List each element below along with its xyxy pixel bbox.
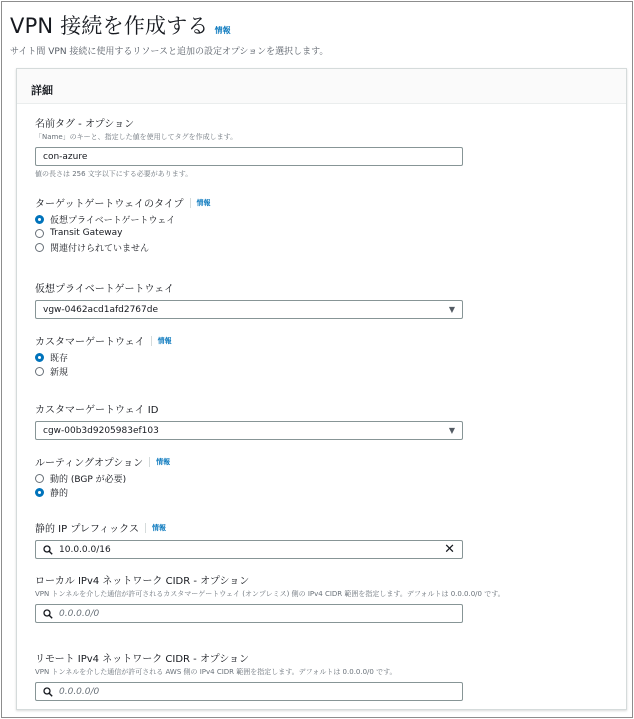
local-cidr-field — [35, 572, 605, 623]
search-icon — [43, 687, 53, 697]
radio-button-checked[interactable] — [35, 215, 44, 224]
routing-options-info-link[interactable]: 情報 — [156, 457, 171, 466]
clear-icon[interactable]: ✕ — [444, 542, 455, 557]
target-gateway-type-info-link[interactable]: 情報 — [196, 198, 211, 207]
remote-cidr-field — [35, 650, 463, 701]
radio-label: Transit Gateway — [50, 228, 123, 238]
name-tag-hint: 値の長さは 256 文字以下にする必要があります。 — [35, 170, 193, 178]
details-header — [17, 69, 626, 104]
local-cidr-description: VPN トンネルを介した通信が許可されるカスタマーゲートウェイ (オンプレミス) 側の IPv4 CIDR 範囲を指定します。デフォルトは 0.0.0.0/0 です。 — [35, 590, 505, 598]
static-ip-prefixes-field — [35, 520, 463, 559]
page-description: サイト間 VPN 接続に使用するリソースと追加の設定オプションを選択します。 — [10, 47, 329, 57]
radio-option-not-associated[interactable] — [35, 242, 211, 252]
radio-option-virtual-private-gateway[interactable] — [35, 214, 211, 224]
page-header — [10, 10, 328, 57]
search-icon — [43, 545, 53, 555]
virtual-private-gateway-select[interactable] — [35, 300, 463, 319]
radio-button-checked[interactable] — [35, 488, 44, 497]
radio-option-transit-gateway[interactable] — [35, 228, 211, 238]
label-divider — [190, 198, 191, 208]
remote-cidr-description: VPN トンネルを介した通信が許可される AWS 側の IPv4 CIDR 範囲を指定します。デフォルトは 0.0.0.0/0 です。 — [35, 668, 397, 676]
virtual-private-gateway-value: vgw-0462acd1afd2767de — [43, 304, 159, 315]
customer-gateway-id-label: カスタマーゲートウェイ ID — [35, 405, 159, 416]
radio-label: 動的 (BGP が必要) — [50, 474, 127, 485]
routing-options-label: ルーティングオプション — [35, 458, 144, 469]
static-ip-prefixes-input[interactable] — [35, 540, 463, 559]
customer-gateway-id-select[interactable] — [35, 421, 463, 440]
label-divider — [151, 336, 152, 346]
page-title: VPN 接続を作成する — [10, 14, 209, 38]
details-title: 詳細 — [31, 84, 53, 97]
static-ip-prefixes-value: 10.0.0.0/16 — [59, 544, 111, 555]
target-gateway-type-field — [35, 195, 211, 252]
remote-cidr-input[interactable] — [35, 682, 463, 701]
remote-cidr-label: リモート IPv4 ネットワーク CIDR - オプション — [35, 654, 250, 665]
remote-cidr-placeholder: 0.0.0.0/0 — [59, 686, 100, 697]
radio-option-existing[interactable] — [35, 352, 172, 362]
radio-button[interactable] — [35, 367, 44, 376]
radio-label: 仮想プライベートゲートウェイ — [50, 215, 176, 226]
local-cidr-input[interactable] — [35, 604, 463, 623]
radio-option-new[interactable] — [35, 366, 172, 376]
customer-gateway-id-field — [35, 401, 463, 440]
customer-gateway-label: カスタマーゲートウェイ — [35, 337, 145, 348]
local-cidr-placeholder: 0.0.0.0/0 — [59, 608, 100, 619]
caret-down-icon: ▼ — [448, 426, 455, 435]
label-divider — [145, 523, 146, 533]
customer-gateway-field — [35, 333, 172, 376]
page-frame — [1, 1, 633, 718]
target-gateway-type-label: ターゲットゲートウェイのタイプ — [35, 199, 184, 210]
customer-gateway-info-link[interactable]: 情報 — [157, 336, 172, 345]
name-tag-description: 「Name」のキーと、指定した値を使用してタグを作成します。 — [35, 133, 238, 141]
static-ip-prefixes-info-link[interactable]: 情報 — [152, 523, 167, 532]
name-tag-field — [35, 115, 463, 179]
name-tag-input[interactable] — [35, 147, 463, 166]
details-container — [16, 68, 627, 710]
radio-button[interactable] — [35, 243, 44, 252]
caret-down-icon: ▼ — [448, 305, 455, 314]
radio-label: 既存 — [50, 353, 69, 364]
radio-button[interactable] — [35, 229, 44, 238]
radio-label: 関連付けられていません — [50, 243, 150, 254]
static-ip-prefixes-label: 静的 IP プレフィックス — [35, 524, 140, 535]
label-divider — [149, 457, 150, 467]
radio-label: 新規 — [50, 367, 69, 378]
radio-label: 静的 — [50, 488, 69, 499]
virtual-private-gateway-field — [35, 280, 463, 319]
routing-options-field — [35, 454, 170, 497]
radio-option-dynamic[interactable] — [35, 473, 170, 483]
virtual-private-gateway-label: 仮想プライベートゲートウェイ — [35, 284, 175, 295]
radio-button-checked[interactable] — [35, 353, 44, 362]
name-tag-label: 名前タグ - オプション — [35, 119, 135, 130]
local-cidr-label: ローカル IPv4 ネットワーク CIDR - オプション — [35, 576, 250, 587]
radio-option-static[interactable] — [35, 487, 170, 497]
header-info-link[interactable]: 情報 — [214, 26, 231, 35]
radio-button[interactable] — [35, 474, 44, 483]
name-tag-value: con-azure — [43, 151, 88, 162]
customer-gateway-id-value: cgw-00b3d9205983ef103 — [43, 425, 159, 436]
search-icon — [43, 609, 53, 619]
